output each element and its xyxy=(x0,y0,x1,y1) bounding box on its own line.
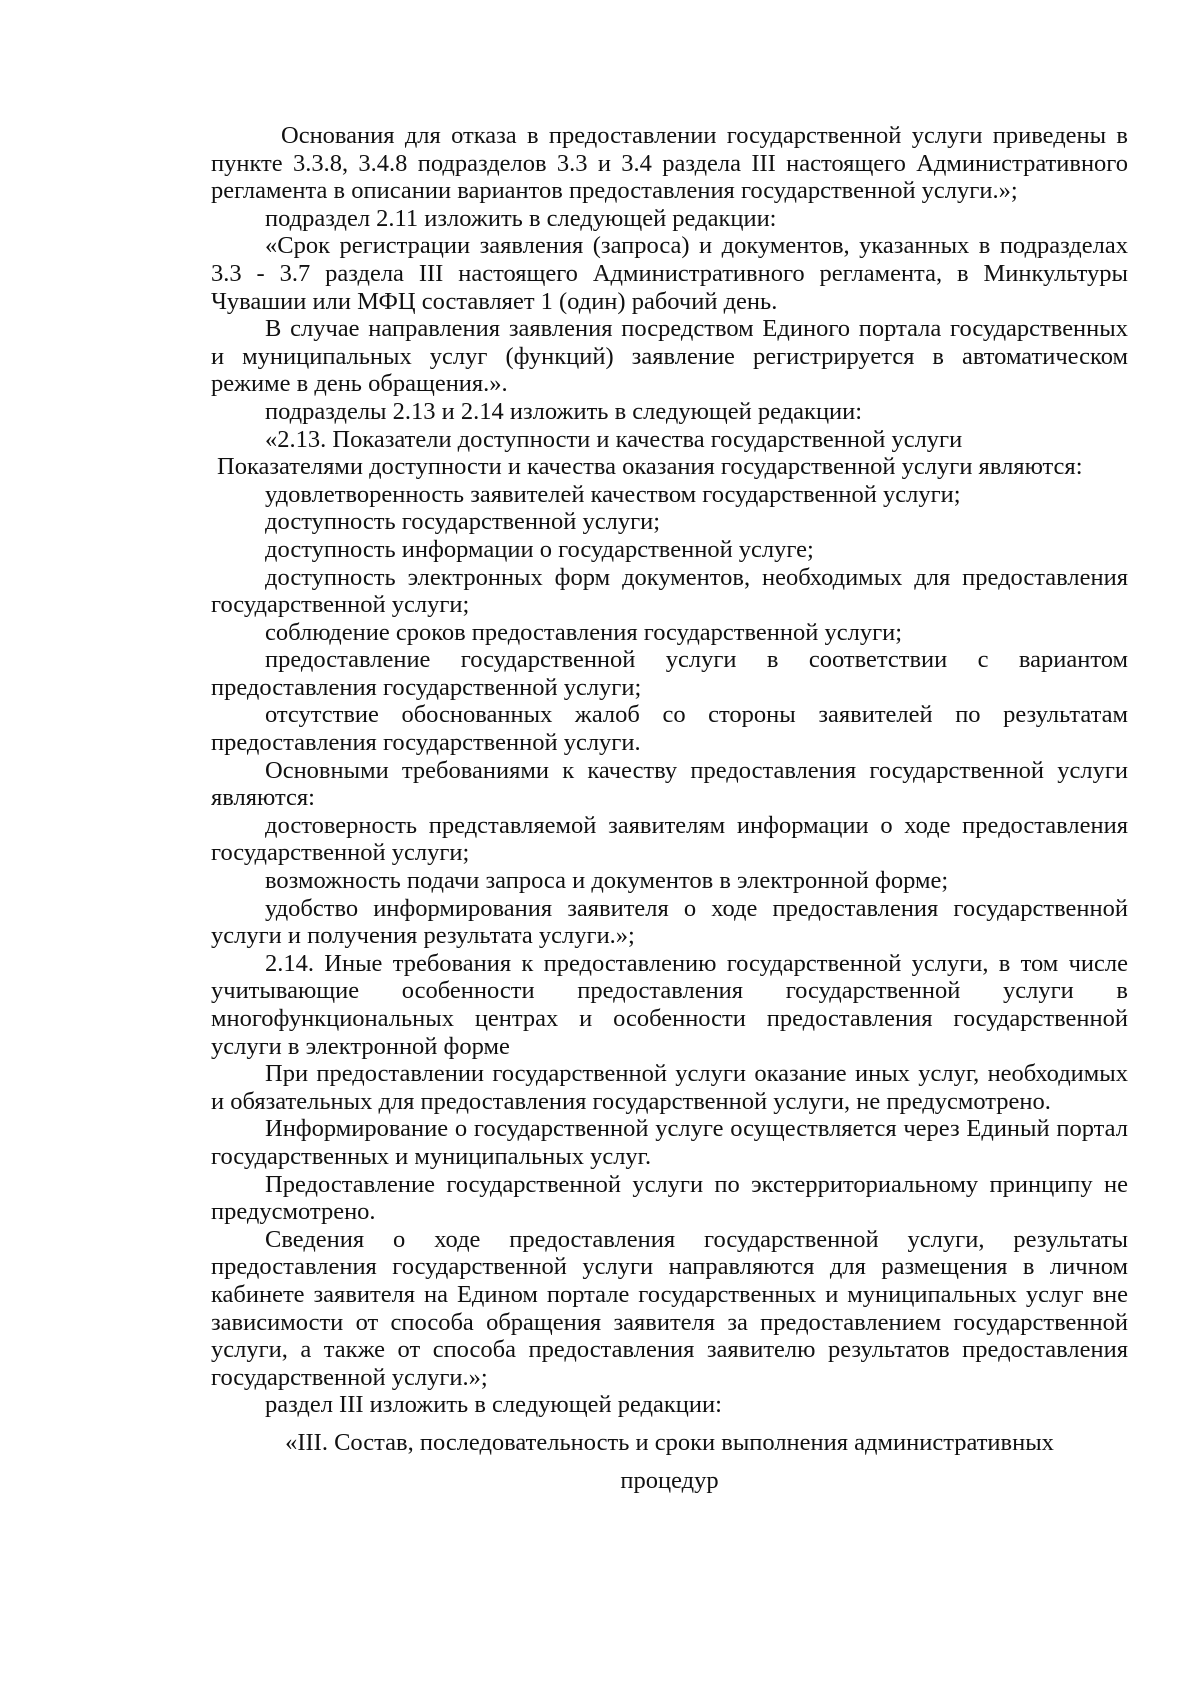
paragraph-informing: Информирование о государственной услуге осуществляется через Единый портал государственных и муниципальных услуг. xyxy=(211,1115,1128,1170)
paragraph-indicators-intro: Показателями доступности и качества оказания государственной услуги являются: xyxy=(217,453,1083,481)
paragraph-list-item: соблюдение сроков предоставления государственной услуги; xyxy=(265,618,903,646)
paragraph-quality-requirements: Основными требованиями к качеству предоставления государственной услуги являются: xyxy=(211,756,1128,812)
paragraph-list-item: доступность электронных форм документов, необходимых для предоставления государственной услуги; xyxy=(211,563,1128,619)
paragraph-2-14-title: 2.14. Иные требования к предоставлению государственной услуги, в том числе учитывающие особенности предоставления государственной услуги в многофункциональных центрах и особенности предоставления государственной услуги в электронной форме xyxy=(211,949,1128,1060)
paragraph-2-13-title: «2.13. Показатели доступности и качества государственной услуги xyxy=(265,425,963,453)
paragraph-list-item: возможность подачи запроса и документов в электронной форме; xyxy=(265,867,949,895)
paragraph-list-item: доступность государственной услуги; xyxy=(265,508,661,536)
paragraph-list-item: предоставление государственной услуги в соответствии с вариантом предоставления государственной услуги; xyxy=(211,646,1128,701)
paragraph-progress-info: Сведения о ходе предоставления государственной услуги, результаты предоставления государственной услуги направляются для размещения в личном кабинете заявителя на Едином портале государственных и муниципальных услуг вне зависимости от способа обращения заявителя за предоставлением государственной услуги, а также от способа предоставления заявителю результатов предоставления государственной услуги.»; xyxy=(211,1225,1128,1391)
paragraph-subsections-2-13-2-14: подразделы 2.13 и 2.14 изложить в следующей редакции: xyxy=(265,397,863,425)
paragraph-list-item: достоверность представляемой заявителям информации о ходе предоставления государственной услуги; xyxy=(211,811,1128,867)
paragraph-exterritorial: Предоставление государственной услуги по экстерриториальному принципу не предусмотрено. xyxy=(211,1170,1128,1226)
section-heading-line-1: «III. Состав, последовательность и сроки выполнения административных xyxy=(285,1428,1054,1456)
paragraph-other-services: При предоставлении государственной услуги оказание иных услуг, необходимых и обязательных для предоставления государственной услуги, не предусмотрено. xyxy=(211,1060,1128,1115)
paragraph-list-item: отсутствие обоснованных жалоб со стороны заявителей по результатам предоставления государственной услуги. xyxy=(211,701,1128,757)
paragraph-section-3-intro: раздел III изложить в следующей редакции: xyxy=(265,1391,722,1419)
paragraph-list-item: удовлетворенность заявителей качеством государственной услуги; xyxy=(265,480,961,508)
document-body xyxy=(211,122,1128,1494)
paragraph-list-item: удобство информирования заявителя о ходе предоставления государственной услуги и получения результата услуги.»; xyxy=(211,894,1128,950)
paragraph-portal-registration: В случае направления заявления посредством Единого портала государственных и муниципальных услуг (функций) заявление регистрируется в автоматическом режиме в день обращения.». xyxy=(211,315,1128,398)
paragraph-registration-term: «Срок регистрации заявления (запроса) и документов, указанных в подразделах 3.3 - 3.7 раздела III настоящего Административного регламента, в Минкультуры Чувашии или МФЦ составляет 1 (один) рабочий день. xyxy=(211,232,1128,315)
paragraph-refusal-grounds: Основания для отказа в предоставлении государственной услуги приведены в пункте 3.3.8, 3.4.8 подразделов 3.3 и 3.4 раздела III настоящего Административного регламента в описании вариантов предоставления государственной услуги.»; xyxy=(211,122,1128,205)
paragraph-list-item: доступность информации о государственной услуге; xyxy=(265,535,814,563)
paragraph-subsection-2-11: подраздел 2.11 изложить в следующей редакции: xyxy=(265,204,777,232)
section-heading-line-2: процедур xyxy=(620,1466,719,1494)
